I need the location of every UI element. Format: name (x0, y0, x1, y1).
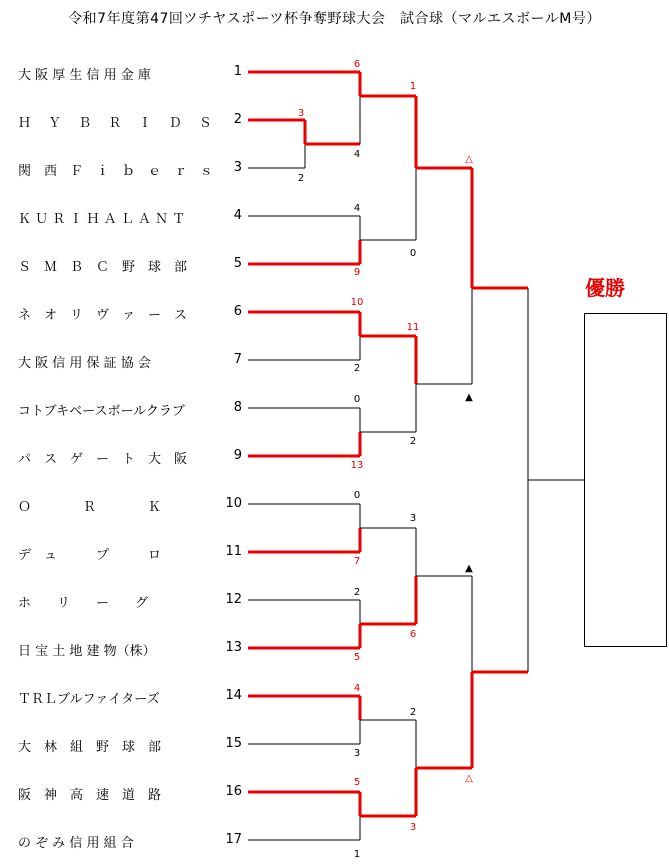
score-label: 5 (353, 777, 361, 788)
score-label: 4 (353, 683, 361, 694)
score-label: 2 (353, 363, 361, 374)
score-label: 3 (409, 822, 417, 833)
team-number: 9 (233, 448, 242, 463)
team-name: ホ リ ー グ (18, 596, 149, 611)
team-number: 1 (233, 64, 242, 79)
score-label: 5 (353, 652, 361, 663)
score-label: 7 (353, 556, 361, 567)
score-label: 6 (353, 59, 361, 70)
score-label: 3 (297, 108, 305, 119)
score-label: ▲ (465, 392, 473, 403)
team-number: 5 (233, 256, 242, 271)
score-label: 11 (406, 322, 420, 333)
score-label: 6 (409, 629, 417, 640)
team-number: 7 (233, 352, 242, 367)
team-number: 17 (225, 832, 242, 847)
score-label: 1 (353, 849, 361, 860)
team-number: 10 (225, 496, 242, 511)
team-name: 阪 神 高 速 道 路 (18, 788, 162, 803)
score-label: 2 (297, 173, 305, 184)
team-name: Ｓ Ｍ Ｂ Ｃ 野 球 部 (18, 260, 188, 275)
team-name: Ｋ Ｕ Ｒ Ｉ Ｈ Ａ Ｌ Ａ Ｎ Ｔ (18, 212, 186, 227)
team-name: デ ュ プ ロ (18, 548, 162, 563)
score-label: 9 (353, 267, 361, 278)
team-number: 6 (233, 304, 242, 319)
team-number: 12 (225, 592, 242, 607)
score-label: 13 (350, 460, 364, 471)
score-label: 2 (409, 436, 417, 447)
score-label: 3 (353, 748, 361, 759)
score-label: 0 (409, 248, 417, 259)
score-label: 0 (353, 394, 361, 405)
score-label: ▲ (465, 563, 473, 574)
team-name: Ｈ Ｙ Ｂ Ｒ Ｉ Ｄ Ｓ (18, 116, 212, 131)
team-name: Ｏ Ｒ Ｋ (18, 500, 162, 515)
team-number: 8 (233, 400, 242, 415)
team-name: 大 阪 厚 生 信 用 金 庫 (18, 68, 151, 83)
score-label: 2 (353, 587, 361, 598)
team-name: 関 西 Ｆ ｉ ｂ ｅ ｒ ｓ (18, 164, 214, 179)
score-label: 4 (353, 203, 361, 214)
team-name: パ ス ゲ ー ト 大 阪 (18, 452, 188, 467)
team-name: 日 宝 土 地 建 物（株） (18, 644, 156, 659)
score-label: 10 (350, 297, 364, 308)
score-label: 0 (353, 490, 361, 501)
champion-label: 優勝 (585, 276, 625, 300)
team-number: 3 (233, 160, 242, 175)
score-label: △ (465, 154, 473, 165)
team-name: 大 林 組 野 球 部 (18, 740, 162, 755)
score-label: 2 (409, 707, 417, 718)
score-label: 4 (353, 149, 361, 160)
score-label: △ (465, 773, 473, 784)
champion-box (584, 313, 667, 647)
team-number: 16 (225, 784, 242, 799)
team-number: 15 (225, 736, 242, 751)
team-name: ＴＲＬブルファイターズ (18, 692, 160, 707)
score-label: 3 (409, 513, 417, 524)
team-number: 2 (233, 112, 242, 127)
page-title: 令和7年度第47回ツチヤスポーツ杯争奪野球大会 試合球（マルエスボールM号） (68, 11, 601, 27)
team-number: 4 (233, 208, 242, 223)
team-name: の ぞ み 信 用 組 合 (18, 836, 134, 851)
team-number: 14 (225, 688, 242, 703)
team-number: 13 (225, 640, 242, 655)
team-name: コトブキベースボールクラブ (18, 404, 185, 419)
team-name: ネ オ リ ヴ ァ ー ス (18, 308, 188, 323)
team-name: 大 阪 信 用 保 証 協 会 (18, 356, 151, 371)
score-label: 1 (409, 81, 417, 92)
team-number: 11 (225, 544, 242, 559)
